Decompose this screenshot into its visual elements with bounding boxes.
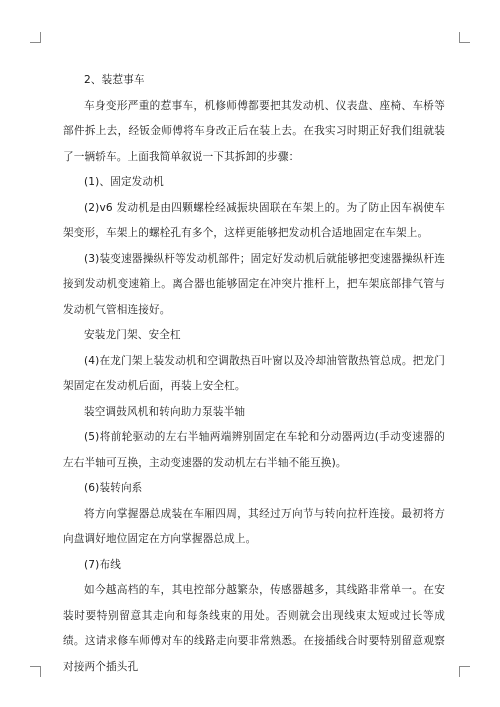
step-heading: (6)装转向系 — [84, 482, 143, 494]
paragraph: (3)装变速器操纵杆等发动机部件；固定好发动机后就能够把变速器操纵杆连接到发动机变速箱上。离合器也能够固定在冲突片推杆上，把车架底部排气管与发动机气管相连接好。 — [63, 252, 445, 316]
crop-mark-top-left — [30, 32, 41, 43]
crop-mark-top-right — [459, 32, 470, 43]
section-heading: 2、装惹事车 — [84, 74, 145, 86]
paragraph: 将方向掌握器总成装在车厢四周，其经过万向节与转向拉杆连接。最初将方向盘调好地位固定在方向掌握器总成上。 — [63, 507, 445, 545]
paragraph: 如今越高档的车，其电控部分越繁杂，传感器越多，其线路非常单一。在安装时要特别留意其走向和每条线束的用处。否则就会出现线束太短或过长等成绩。这请求修车师傅对车的线路走向要非常熟悉。在接插线合时要特别留意观察对接两个插头孔 — [63, 584, 445, 673]
paragraph: (4)在龙门架上装发动机和空调散热百叶窗以及冷却油管散热管总成。把龙门架固定在发动机后面，再装上安全杠。 — [63, 354, 445, 392]
paragraph: (5)将前轮驱动的左右半轴两端辨别固定在车轮和分动器两边(手动变速器的左右半轴可互换，主动变速器的发动机左右半轴不能互换)。 — [63, 431, 445, 469]
paragraph: 车身变形严重的惹事车，机修师傅都要把其发动机、仪表盘、座椅、车桥等部件拆上去，经钣金师傅将车身改正后在装上去。在我实习时期正好我们组就装了一辆轿车。上面我简单叙说一下其拆卸的步骤： — [63, 99, 445, 163]
crop-mark-bottom-right — [459, 666, 470, 677]
crop-mark-bottom-left — [30, 666, 41, 677]
paragraph: (2)v6 发动机是由四颗螺栓经减振块固联在车架上的。为了防止因车祸使车架变形，车架上的螺栓孔有多个，这样更能够把发动机合适地固定在车架上。 — [63, 201, 445, 239]
step-heading: (7)布线 — [84, 558, 121, 571]
step-heading: 装空调鼓风机和转向助力泵装半轴 — [84, 405, 246, 418]
step-heading: (1)、固定发动机 — [84, 176, 164, 188]
step-heading: 安装龙门架、安全杠 — [84, 329, 181, 341]
document-body — [63, 68, 445, 680]
